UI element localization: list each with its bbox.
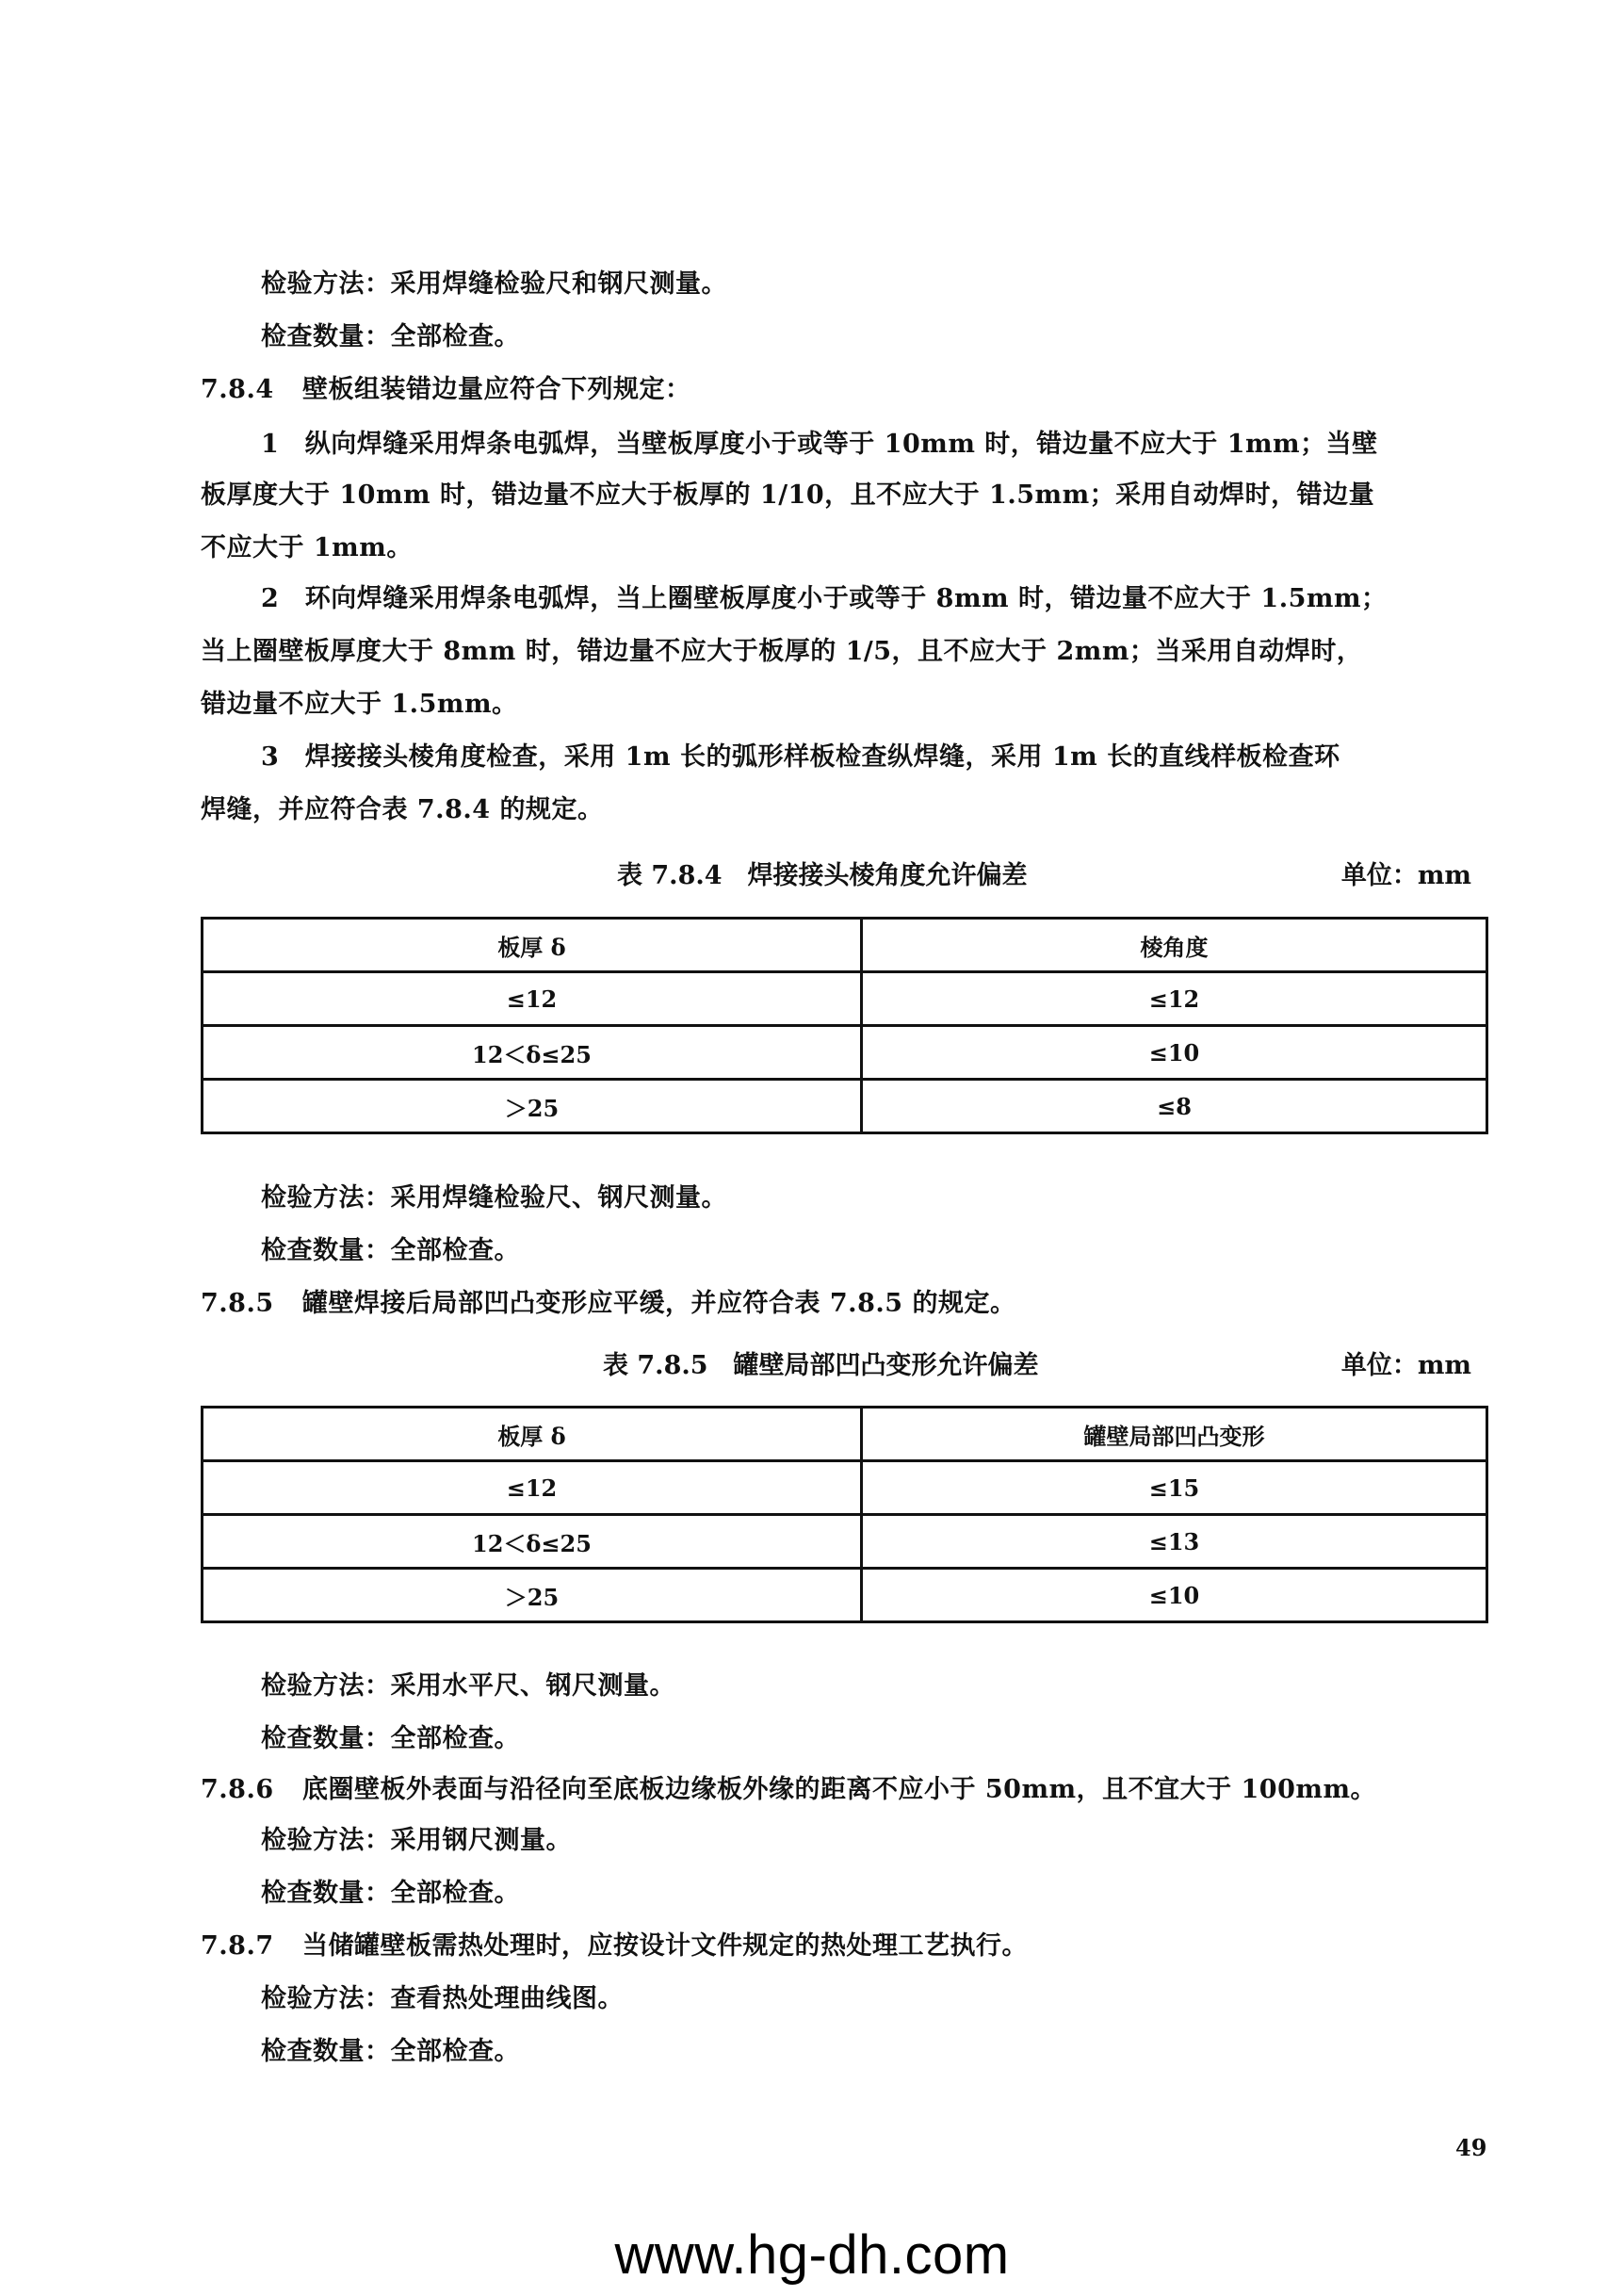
inspection-method-text: 检验方法：采用水平尺、钢尺测量。 [261,1671,675,1701]
item-1-line-1: 1 纵向焊缝采用焊条电弧焊，当壁板厚度小于或等于 10mm 时，错边量不应大于 1mm；当壁 [261,430,1378,459]
inspection-method-text: 检验方法：采用钢尺测量。 [261,1826,572,1855]
table-7-8-5-unit: 单位：mm [1340,1351,1471,1380]
clause-number: 7.8.6 [201,1775,274,1804]
table-row [203,1026,1487,1080]
table-row [203,972,1487,1026]
clause-7-8-6 [201,1773,1376,1807]
clause-number: 7.8.5 [201,1289,274,1318]
clause-number: 7.8.4 [201,375,274,404]
watermark-url: www.hg-dh.com [614,2224,1010,2286]
inspection-quantity-text: 检查数量：全部检查。 [261,1879,520,1908]
table-row [203,1080,1487,1133]
inspection-quantity-text: 检查数量：全部检查。 [261,2037,520,2066]
table-7-8-5 [201,1406,1488,1623]
table-cell: 12＜δ≤25 [203,1026,862,1080]
item-1-line-3: 不应大于 1mm。 [201,533,413,562]
inspection-quantity-text: 检查数量：全部检查。 [261,1724,520,1753]
table-cell: ≤10 [862,1569,1487,1622]
clause-text: 罐壁焊接后局部凹凸变形应平缓，并应符合表 7.8.5 的规定。 [302,1289,1016,1318]
table-7-8-4 [201,917,1488,1134]
item-1-line-2: 板厚度大于 10mm 时，错边量不应大于板厚的 1/10，且不应大于 1.5mm；采用自动焊时，错边量 [201,480,1375,510]
table-cell: ≤13 [862,1515,1487,1569]
clause-text: 当储罐壁板需热处理时，应按设计文件规定的热处理工艺执行。 [302,1931,1028,1961]
table-cell: ＞25 [203,1080,862,1133]
table-7-8-5-caption: 表 7.8.5 罐壁局部凹凸变形允许偏差 [603,1351,1039,1380]
header-thickness: 板厚 δ [203,919,862,972]
table-header-row [203,919,1487,972]
table-cell: ≤12 [862,972,1487,1026]
table-cell: ≤10 [862,1026,1487,1080]
item-3-line-2: 焊缝，并应符合表 7.8.4 的规定。 [201,795,604,824]
clause-7-8-4 [201,373,691,407]
clause-number: 7.8.7 [201,1931,274,1961]
table-row [203,1461,1487,1515]
clause-7-8-5 [201,1287,1015,1321]
inspection-method-text: 检验方法：查看热处理曲线图。 [261,1984,624,2013]
item-2-line-2: 当上圈壁板厚度大于 8mm 时，错边量不应大于板厚的 1/5，且不应大于 2mm；当采用自动焊时， [201,637,1363,666]
clause-7-8-7 [201,1930,1028,1963]
table-row [203,1515,1487,1569]
inspection-quantity-text: 检查数量：全部检查。 [261,322,520,351]
table-7-8-4-unit: 单位：mm [1340,861,1471,890]
header-local-deformation: 罐壁局部凹凸变形 [862,1408,1487,1461]
table-cell: ≤8 [862,1080,1487,1133]
item-2-line-3: 错边量不应大于 1.5mm。 [201,690,518,719]
table-cell: ≤12 [203,972,862,1026]
header-thickness: 板厚 δ [203,1408,862,1461]
page-number: 49 [1455,2134,1487,2161]
table-row [203,1569,1487,1622]
table-cell: ＞25 [203,1569,862,1622]
inspection-quantity-text: 检查数量：全部检查。 [261,1236,520,1265]
table-header-row [203,1408,1487,1461]
inspection-method-text: 检验方法：采用焊缝检验尺、钢尺测量。 [261,1183,727,1213]
table-7-8-4-caption: 表 7.8.4 焊接接头棱角度允许偏差 [617,861,1028,890]
table-cell: ≤15 [862,1461,1487,1515]
clause-text: 壁板组装错边量应符合下列规定： [302,375,691,404]
clause-text: 底圈壁板外表面与沿径向至底板边缘板外缘的距离不应小于 50mm，且不宜大于 100mm。 [302,1775,1377,1804]
item-2-line-1: 2 环向焊缝采用焊条电弧焊，当上圈壁板厚度小于或等于 8mm 时，错边量不应大于 1.5mm； [261,584,1388,613]
inspection-method-text: 检验方法：采用焊缝检验尺和钢尺测量。 [261,269,727,299]
header-angular-distortion: 棱角度 [862,919,1487,972]
item-3-line-1: 3 焊接接头棱角度检查，采用 1m 长的弧形样板检查纵焊缝，采用 1m 长的直线样板检查环 [261,742,1340,772]
table-cell: ≤12 [203,1461,862,1515]
table-cell: 12＜δ≤25 [203,1515,862,1569]
